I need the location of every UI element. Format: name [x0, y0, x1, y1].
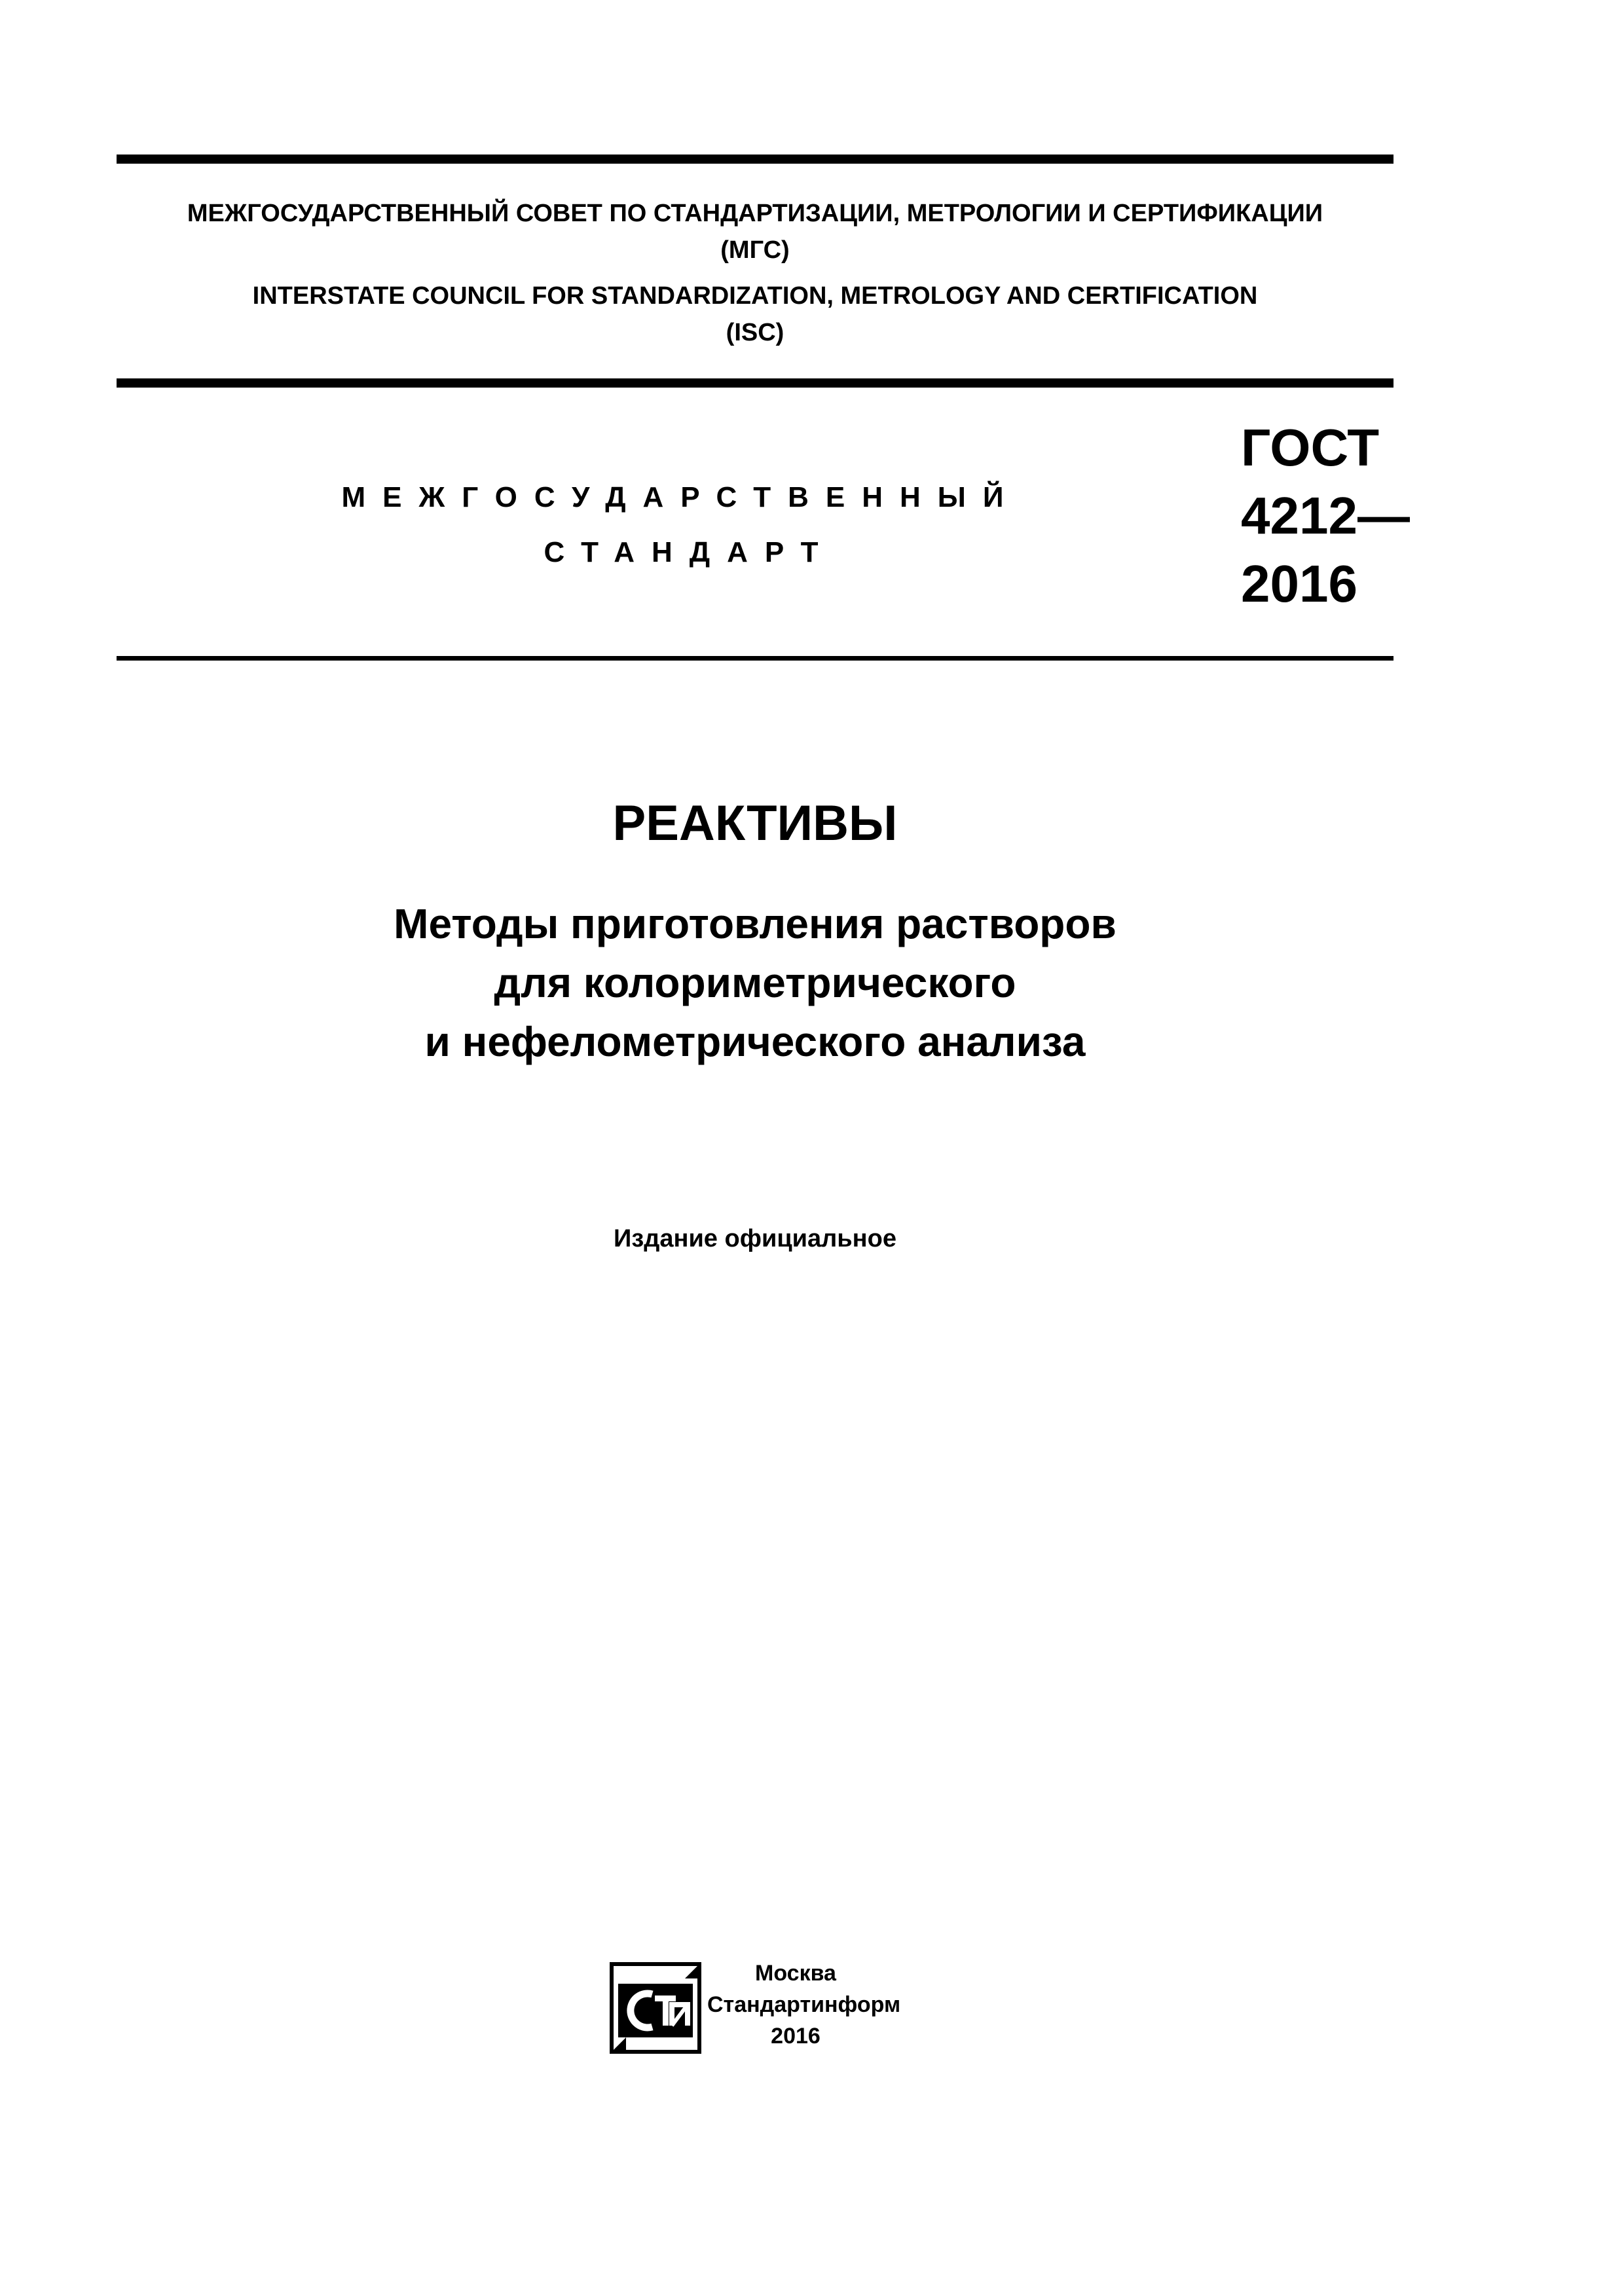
subtitle-line1: Методы приготовления растворов [394, 900, 1116, 947]
council-header [117, 195, 1393, 351]
publisher-text [707, 1958, 901, 2052]
gost-label: ГОСТ [1241, 418, 1380, 477]
bottom-rule [117, 656, 1393, 661]
gost-designation [1241, 414, 1410, 618]
publisher-city: Москва [755, 1961, 836, 1986]
publisher-block [602, 1958, 930, 2062]
edition-note: Издание официальное [614, 1225, 896, 1252]
gost-year: 2016 [1241, 555, 1357, 613]
subtitle-line3: и нефелометрического анализа [424, 1018, 1086, 1065]
council-name-ru: МЕЖГОСУДАРСТВЕННЫЙ СОВЕТ ПО СТАНДАРТИЗАЦИИ, МЕТРОЛОГИИ И СЕРТИФИКАЦИИ [187, 200, 1323, 227]
council-abbr-en: (ISC) [726, 319, 784, 346]
standard-type [288, 470, 1074, 580]
document-title [117, 792, 1393, 1071]
standartinform-logo-icon [606, 1959, 705, 2057]
main-title: РЕАКТИВЫ [612, 795, 898, 851]
council-name-en: INTERSTATE COUNCIL FOR STANDARDIZATION, METROLOGY AND CERTIFICATION [252, 282, 1258, 310]
publisher-name: Стандартинформ [707, 1992, 901, 2017]
top-rule [117, 155, 1393, 164]
standard-type-line2: СТАНДАРТ [544, 536, 836, 568]
subtitle [117, 894, 1393, 1071]
standard-type-line1: МЕЖГОСУДАРСТВЕННЫЙ [341, 481, 1021, 513]
publisher-year: 2016 [771, 2024, 821, 2049]
subtitle-line2: для колориметрического [494, 959, 1016, 1006]
middle-rule [117, 378, 1393, 388]
council-abbr-ru: (МГС) [720, 236, 790, 264]
gost-number: 4212— [1241, 486, 1410, 545]
